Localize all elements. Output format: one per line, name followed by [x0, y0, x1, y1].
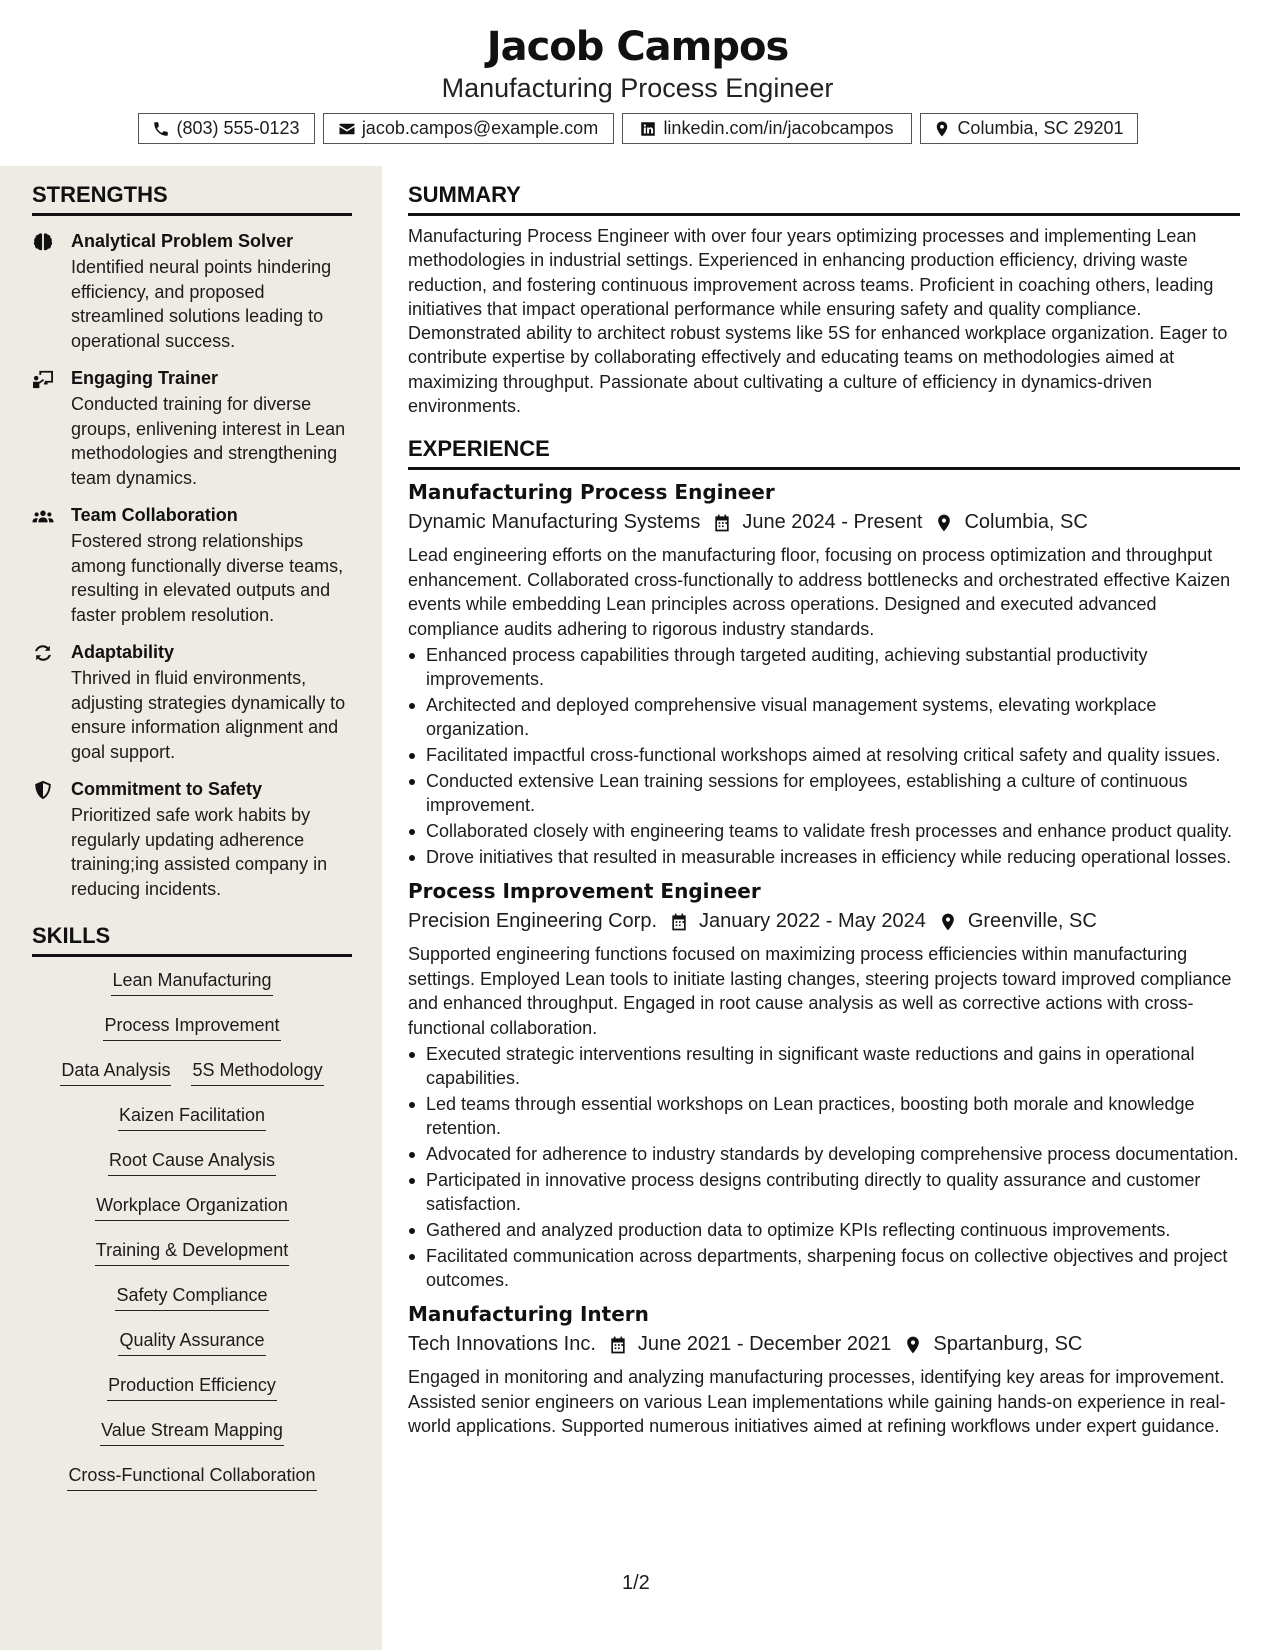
bullet-item: Conducted extensive Lean training sessions for employees, establishing a culture of continuous improvement. — [408, 769, 1240, 817]
job-location: Spartanburg, SC — [933, 1333, 1083, 1356]
phone-icon — [152, 120, 170, 138]
users-icon — [32, 506, 54, 526]
contact-linkedin-text: linkedin.com/in/jacobcampos — [663, 118, 894, 138]
page-number: 1/2 — [622, 1572, 650, 1594]
experience-heading: EXPERIENCE — [408, 436, 1240, 470]
job-dates: June 2024 - Present — [742, 511, 923, 534]
contact-linkedin[interactable] — [622, 113, 912, 144]
strength-title: Commitment to Safety — [71, 779, 263, 799]
calendar-icon — [712, 513, 732, 533]
contact-location-text: Columbia, SC 29201 — [957, 118, 1124, 138]
bullet-item: Led teams through essential workshops on Lean practices, boosting both morale and knowledge retention. — [408, 1092, 1240, 1140]
skill-tag: 5S Methodology — [191, 1059, 323, 1086]
sidebar — [0, 166, 382, 1650]
job-location: Columbia, SC — [964, 511, 1088, 534]
chalkboard-teacher-icon — [32, 369, 54, 389]
strength-title: Engaging Trainer — [71, 368, 219, 388]
bullet-item: Drove initiatives that resulted in measurable increases in efficiency while reducing operational losses. — [408, 845, 1240, 869]
skill-tag: Quality Assurance — [118, 1329, 265, 1356]
bullet-item: Facilitated communication across departments, sharpening focus on collective objectives and project outcomes. — [408, 1244, 1240, 1292]
contact-email[interactable] — [323, 113, 614, 144]
skill-tag: Safety Compliance — [115, 1284, 268, 1311]
job-description: Supported engineering functions focused on maximizing process efficiencies within manufacturing settings. Employed Lean tools to initiate lasting changes, steering projects toward improved compliance and enhanced throughput. Engaged in root cause analysis as well as corrective actions with cross-functional collaboration. — [408, 944, 1232, 1038]
strength-title: Adaptability — [71, 642, 175, 662]
bullet-item: Architected and deployed comprehensive visual management systems, elevating workplace organization. — [408, 693, 1240, 741]
skill-tag: Process Improvement — [103, 1014, 280, 1041]
bullet-item: Facilitated impactful cross-functional workshops aimed at resolving critical safety and quality issues. — [408, 743, 1240, 767]
strength-title: Team Collaboration — [71, 505, 238, 525]
strength-item — [32, 367, 352, 490]
strength-description: Conducted training for diverse groups, enlivening interest in Lean methodologies and strengthening team dynamics. — [71, 394, 346, 488]
skill-tag: Cross-Functional Collaboration — [67, 1464, 316, 1491]
summary-heading: SUMMARY — [408, 182, 1240, 216]
brain-icon — [32, 232, 54, 252]
sync-arrows-icon — [32, 643, 54, 663]
bullet-item: Executed strategic interventions resulting in significant waste reductions and gains in operational capabilities. — [408, 1042, 1240, 1090]
skill-tag: Workplace Organization — [95, 1194, 289, 1221]
strength-description: Identified neural points hindering efficiency, and proposed streamlined solutions leading to operational success. — [71, 257, 332, 351]
skill-tag: Lean Manufacturing — [111, 969, 272, 996]
skill-tag: Value Stream Mapping — [100, 1419, 284, 1446]
strength-description: Prioritized safe work habits by regularly updating adherence training;ing assisted company in reducing incidents. — [71, 805, 328, 899]
job-bullets — [408, 643, 1240, 869]
job-description: Engaged in monitoring and analyzing manufacturing processes, identifying key areas for improvement. Assisted senior engineers on various Lean implementations while gaining hands-on experience in real-world applications. Supported numerous initiatives aimed at refining workflows under expert guidance. — [408, 1367, 1226, 1437]
job-entry — [408, 480, 1240, 869]
skill-tag: Production Efficiency — [107, 1374, 277, 1401]
job-bullets — [408, 1042, 1240, 1292]
skill-tag: Kaizen Facilitation — [118, 1104, 266, 1131]
job-meta — [408, 1333, 1240, 1356]
bullet-item: Gathered and analyzed production data to optimize KPIs reflecting continuous improvements. — [408, 1218, 1240, 1242]
strength-title: Analytical Problem Solver — [71, 231, 294, 251]
strength-item — [32, 641, 352, 764]
map-pin-icon — [938, 912, 958, 932]
job-dates: January 2022 - May 2024 — [699, 910, 926, 933]
candidate-name: Jacob Campos — [486, 24, 789, 70]
strength-item — [32, 778, 352, 901]
calendar-icon — [669, 912, 689, 932]
candidate-title: Manufacturing Process Engineer — [441, 73, 834, 103]
strength-item — [32, 504, 352, 627]
main-content — [408, 182, 1240, 1439]
job-role: Process Improvement Engineer — [408, 879, 761, 904]
job-description: Lead engineering efforts on the manufacturing floor, focusing on process optimization and throughput enhancement. Collaborated cross-functionally to address bottlenecks and orchestrated effective Kaizen events while embedding Lean principles across operations. Designed and executed advanced compliance audits adhering to rigorous industry standards. — [408, 545, 1231, 639]
map-pin-icon — [934, 513, 954, 533]
bullet-item: Participated in innovative process designs contributing directly to quality assurance and customer satisfaction. — [408, 1168, 1240, 1216]
skill-tag: Data Analysis — [60, 1059, 171, 1086]
job-dates: June 2021 - December 2021 — [637, 1333, 892, 1356]
bullet-item: Collaborated closely with engineering teams to validate fresh processes and enhance product quality. — [408, 819, 1240, 843]
map-pin-icon — [933, 120, 951, 138]
calendar-icon — [608, 1335, 628, 1355]
job-role: Manufacturing Intern — [408, 1302, 649, 1327]
job-meta — [408, 910, 1240, 933]
job-entry — [408, 1302, 1240, 1439]
strengths-heading: STRENGTHS — [32, 182, 352, 216]
strength-description: Thrived in fluid environments, adjusting strategies dynamically to ensure information alignment and goal support. — [71, 668, 346, 762]
linkedin-icon — [639, 120, 657, 138]
skill-tag: Root Cause Analysis — [108, 1149, 276, 1176]
resume-header — [0, 0, 1275, 160]
job-company: Precision Engineering Corp. — [408, 910, 658, 933]
skills-list — [32, 969, 352, 1509]
skills-heading: SKILLS — [32, 923, 352, 957]
contact-location — [920, 113, 1138, 144]
strength-description: Fostered strong relationships among functionally diverse teams, resulting in elevated outputs and faster problem resolution. — [71, 531, 344, 625]
job-location: Greenville, SC — [967, 910, 1097, 933]
job-meta — [408, 511, 1240, 534]
bullet-item: Enhanced process capabilities through targeted auditing, achieving substantial productivity improvements. — [408, 643, 1240, 691]
summary-text: Manufacturing Process Engineer with over four years optimizing processes and implementing Lean methodologies in industrial settings. Experienced in enhancing production efficiency, driving waste reduction, and fostering continuous improvement across teams. Proficient in coaching others, leading initiatives that impact operational performance while ensuring safety and quality compliance. Demonstrated ability to architect robust systems like 5S for enhanced workplace organization. Eager to contribute expertise by collaborating effectively and educating teams on methodologies aimed at maximizing throughput. Passionate about cultivating a culture of efficiency in dynamics-driven environments. — [408, 226, 1228, 417]
contact-email-text: jacob.campos@example.com — [361, 118, 599, 138]
job-company: Dynamic Manufacturing Systems — [408, 511, 701, 534]
map-pin-icon — [903, 1335, 923, 1355]
bullet-item: Advocated for adherence to industry standards by developing comprehensive process documentation. — [408, 1142, 1240, 1166]
skill-tag: Training & Development — [95, 1239, 289, 1266]
job-entry — [408, 879, 1240, 1292]
job-company: Tech Innovations Inc. — [408, 1333, 596, 1356]
shield-icon — [32, 780, 54, 800]
strength-item — [32, 230, 352, 353]
contact-phone[interactable] — [138, 113, 315, 144]
job-role: Manufacturing Process Engineer — [408, 480, 775, 505]
contact-row — [0, 113, 1275, 144]
contact-phone-text: (803) 555-0123 — [176, 118, 300, 138]
envelope-icon — [338, 120, 356, 138]
